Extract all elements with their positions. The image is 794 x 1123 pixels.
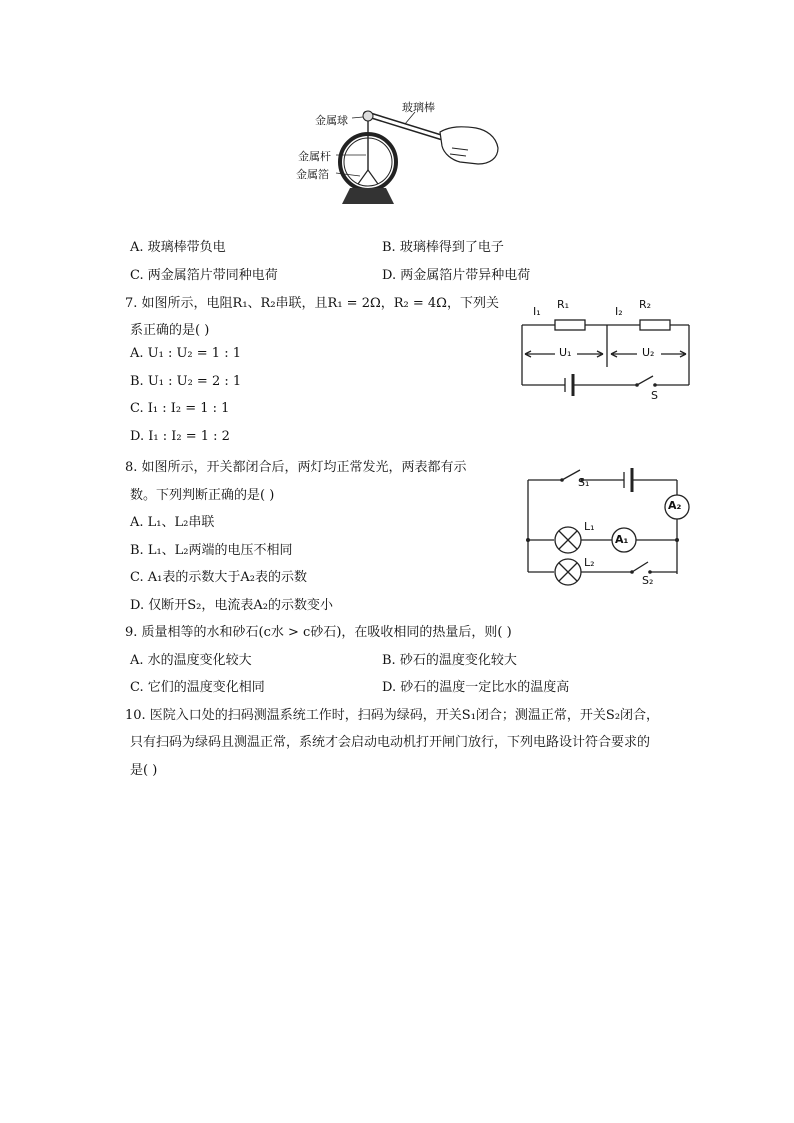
q6-option-b: B. 玻璃棒得到了电子 bbox=[382, 240, 504, 255]
glass-rod-label: 玻璃棒 bbox=[402, 101, 435, 114]
q7-label-i1: I₁ bbox=[533, 305, 541, 318]
q9-option-d: D. 砂石的温度一定比水的温度高 bbox=[382, 680, 570, 695]
q8-option-d: D. 仅断开S₂，电流表A₂的示数变小 bbox=[130, 598, 333, 613]
metal-rod-label: 金属杆 bbox=[298, 150, 331, 163]
q7-stem-line1: 7. 如图所示，电阻R₁、R₂串联，且R₁ = 2Ω，R₂ = 4Ω，下列关 bbox=[125, 296, 499, 311]
q8-label-a2: A₂ bbox=[668, 499, 682, 512]
q8-label-a1: A₁ bbox=[615, 533, 629, 546]
q8-label-l2: L₂ bbox=[584, 556, 595, 569]
q7-option-b: B. U₁ : U₂ = 2 : 1 bbox=[130, 374, 242, 389]
q9-option-c: C. 它们的温度变化相同 bbox=[130, 680, 265, 695]
q7-label-r2: R₂ bbox=[639, 298, 652, 311]
q9-option-b: B. 砂石的温度变化较大 bbox=[382, 653, 517, 668]
q7-label-u1: U₁ bbox=[559, 346, 572, 359]
q7-label-r1: R₁ bbox=[557, 298, 570, 311]
metal-ball-label: 金属球 bbox=[315, 114, 348, 127]
q8-option-b: B. L₁、L₂两端的电压不相同 bbox=[130, 543, 293, 558]
q8-label-s2: S₂ bbox=[642, 574, 654, 587]
q7-stem-line2: 系正确的是( ) bbox=[130, 323, 210, 338]
q7-option-c: C. I₁ : I₂ = 1 : 1 bbox=[130, 401, 230, 416]
q10-stem-line2: 只有扫码为绿码且测温正常，系统才会启动电动机打开闸门放行，下列电路设计符合要求的 bbox=[130, 735, 651, 750]
q8-option-a: A. L₁、L₂串联 bbox=[130, 515, 215, 530]
q7-label-s: S bbox=[651, 389, 658, 402]
q9-option-a: A. 水的温度变化较大 bbox=[130, 653, 252, 668]
q8-label-s1: S₁ bbox=[578, 476, 590, 489]
q6-option-c: C. 两金属箔片带同种电荷 bbox=[130, 268, 278, 283]
q6-option-a: A. 玻璃棒带负电 bbox=[130, 240, 226, 255]
q8-stem-line1: 8. 如图所示，开关都闭合后，两灯均正常发光，两表都有示 bbox=[125, 460, 467, 475]
metal-foil-label: 金属箔 bbox=[296, 168, 329, 181]
series-circuit-figure bbox=[515, 292, 695, 402]
q7-option-d: D. I₁ : I₂ = 1 : 2 bbox=[130, 429, 230, 444]
q9-stem: 9. 质量相等的水和砂石(c水 > c砂石)，在吸收相同的热量后，则( ) bbox=[125, 625, 512, 640]
q7-label-u2: U₂ bbox=[642, 346, 655, 359]
q10-stem-line3: 是( ) bbox=[130, 763, 158, 778]
parallel-circuit-figure bbox=[520, 462, 700, 592]
q6-option-d: D. 两金属箔片带异种电荷 bbox=[382, 268, 531, 283]
q7-label-i2: I₂ bbox=[615, 305, 623, 318]
q7-option-a: A. U₁ : U₂ = 1 : 1 bbox=[130, 346, 241, 361]
q8-option-c: C. A₁表的示数大于A₂表的示数 bbox=[130, 570, 307, 585]
q10-stem-line1: 10. 医院入口处的扫码测温系统工作时，扫码为绿码，开关S₁闭合；测温正常，开关S₂闭合， bbox=[125, 708, 660, 723]
q8-stem-line2: 数。下列判断正确的是( ) bbox=[130, 488, 275, 503]
q8-label-l1: L₁ bbox=[584, 520, 595, 533]
